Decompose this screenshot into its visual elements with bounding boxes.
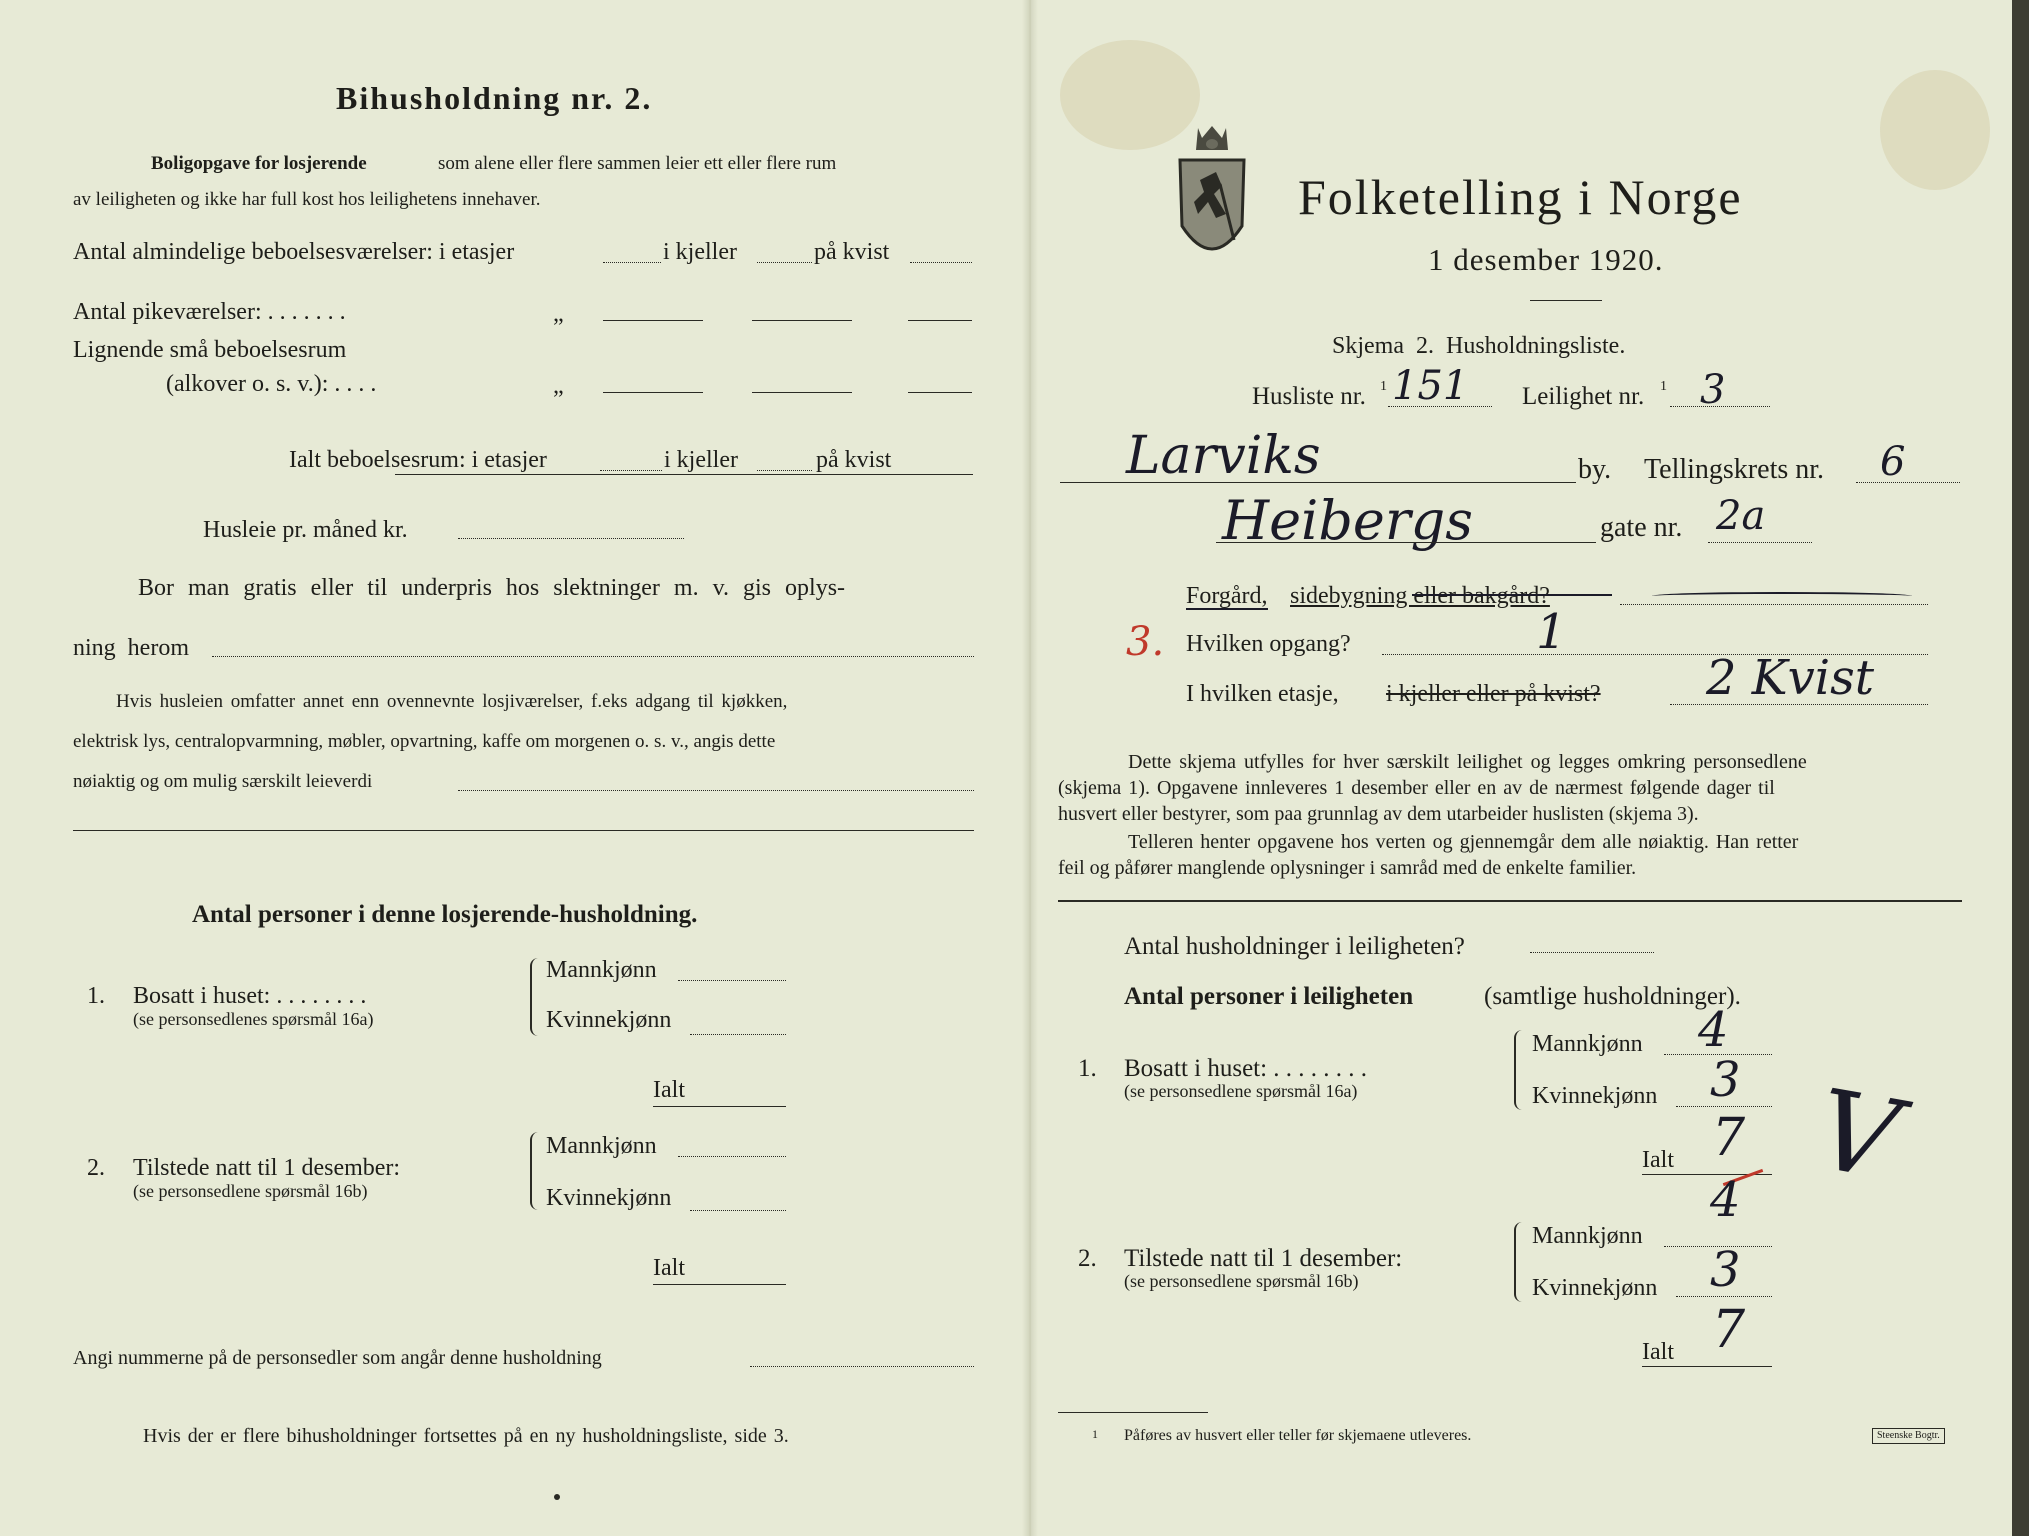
- margin-red-mark: 3.: [1126, 619, 1165, 665]
- lignende-label-1: Lignende små beboelsesrum: [73, 337, 347, 363]
- para1-line-3: husvert eller bestyrer, som paa grunnlag av dem utarbeider huslisten (skjema 3).: [1058, 803, 1699, 825]
- gratis-line-2: ning herom: [73, 635, 189, 661]
- leilighet-line: [1670, 406, 1770, 407]
- q1-sub: (se personsedlenes spørsmål 16a): [133, 1009, 374, 1029]
- right-title: Folketelling i Norge: [1298, 169, 1743, 225]
- q2-num: 2.: [87, 1155, 105, 1181]
- r-q2-kvinne-line: [1676, 1296, 1772, 1297]
- r-q2-mann-label: Mannkjønn: [1532, 1223, 1643, 1249]
- intro-line2: av leiligheten og ikke har full kost hos leilighetens innehaver.: [73, 189, 541, 210]
- antal-pers-rest: (samtlige husholdninger).: [1484, 983, 1741, 1010]
- footnote-rule: [1058, 1412, 1208, 1413]
- q1-mann-label: Mannkjønn: [546, 957, 657, 983]
- ialt-etasjer-line[interactable]: [600, 470, 662, 471]
- q1-kvinne-line[interactable]: [690, 1034, 786, 1035]
- r-q2-ialt-line: [1642, 1366, 1772, 1367]
- bosatt-ialt-value[interactable]: 7: [1712, 1108, 1746, 1168]
- tellingskrets-label: Tellingskrets nr.: [1644, 454, 1825, 485]
- husleie-label: Husleie pr. måned kr.: [203, 517, 408, 543]
- section-rule: [1058, 900, 1962, 902]
- gate-nr-line: [1708, 542, 1812, 543]
- q1-brace: [530, 958, 542, 1036]
- rooms-kjeller-line[interactable]: [757, 262, 812, 263]
- etasje-line: [1670, 704, 1928, 705]
- q1-label: Bosatt i huset: . . . . . . . .: [133, 983, 367, 1009]
- sidebygning-label: [1290, 584, 1550, 608]
- by-line: [1060, 482, 1576, 483]
- r-q1-kvinne-label: Kvinnekjønn: [1532, 1083, 1658, 1109]
- para1-line-2: (skjema 1). Opgavene innleveres 1 desember eller en av de nærmest følgende dager til: [1058, 777, 1775, 799]
- tellingskrets-line: [1856, 482, 1960, 483]
- strike-eller-bakgaard: [1412, 594, 1612, 596]
- antal-hush-label: Antal husholdninger i leiligheten?: [1124, 933, 1465, 960]
- gate-line: [1216, 542, 1596, 543]
- gate-nr-value[interactable]: 2a: [1716, 493, 1766, 539]
- footnote-mark: 1: [1660, 379, 1667, 394]
- printer-stamp: Steenske Bogtr.: [1872, 1428, 1945, 1444]
- q2-mann-label: Mannkjønn: [546, 1133, 657, 1159]
- q1-ialt-line[interactable]: [653, 1106, 786, 1107]
- angi-label: Angi nummerne på de personsedler som angår denne husholdning: [73, 1347, 602, 1369]
- intro-bold: Boligopgave for losjerende: [151, 153, 367, 174]
- r-q2-label: Tilstede natt til 1 desember:: [1124, 1245, 1403, 1272]
- r-q1-brace: [1514, 1030, 1526, 1110]
- q1-kvinne-label: Kvinnekjønn: [546, 1007, 672, 1033]
- pike-line-3[interactable]: [908, 320, 972, 321]
- leilighet-label: Leilighet nr.: [1522, 383, 1645, 410]
- q2-ialt-line[interactable]: [653, 1284, 786, 1285]
- bosatt-kvinne-value[interactable]: 3: [1710, 1052, 1741, 1108]
- r-q1-ialt-label: Ialt: [1642, 1147, 1674, 1173]
- pike-label: Antal pikeværelser: . . . . . . .: [73, 299, 346, 325]
- hvis-line-2: elektrisk lys, centralopvarmning, møbler, opvartning, kaffe om morgenen o. s. v., angis dette: [73, 731, 776, 752]
- ialt-underline: [395, 474, 973, 475]
- r-q1-label: Bosatt i huset: . . . . . . . .: [1124, 1055, 1368, 1082]
- q2-label: Tilstede natt til 1 desember:: [133, 1155, 401, 1181]
- angi-line[interactable]: [750, 1366, 974, 1367]
- by-label: by.: [1578, 454, 1612, 485]
- right-footnote: Påføres av husvert eller teller før skjemaene utleveres.: [1124, 1427, 1472, 1444]
- handwritten-dash: [1652, 592, 1912, 600]
- q1-mann-line[interactable]: [678, 980, 786, 981]
- opgang-value[interactable]: 1: [1536, 604, 1567, 660]
- ialt-kjeller: i kjeller: [664, 447, 738, 473]
- pike-line-2[interactable]: [752, 320, 852, 321]
- pike-line-1[interactable]: [603, 320, 703, 321]
- tilstede-kvinne-value[interactable]: 3: [1710, 1242, 1741, 1298]
- lignende-label-2: (alkover o. s. v.): . . . .: [166, 371, 377, 397]
- r-q2-kvinne-label: Kvinnekjønn: [1532, 1275, 1658, 1301]
- husliste-line: [1388, 406, 1492, 407]
- lignende-line-2[interactable]: [752, 392, 852, 393]
- rooms-kvist: på kvist: [814, 239, 890, 265]
- r-q2-sub: (se personsedlene spørsmål 16b): [1124, 1271, 1359, 1291]
- gate-label: gate nr.: [1600, 512, 1683, 543]
- q1-num: 1.: [87, 983, 105, 1009]
- r-q1-kvinne-line: [1676, 1106, 1772, 1107]
- lignende-line-3[interactable]: [908, 392, 972, 393]
- r-q2-brace: [1514, 1222, 1526, 1302]
- r-q1-mann-label: Mannkjønn: [1532, 1031, 1643, 1057]
- q2-ialt-label: Ialt: [653, 1255, 685, 1281]
- leieverdi-line[interactable]: [458, 790, 974, 791]
- left-footer: Hvis der er flere bihusholdninger fortsettes på en ny husholdningsliste, side 3.: [143, 1425, 789, 1447]
- skjema-label: Skjema 2. Husholdningsliste.: [1332, 333, 1626, 359]
- date-rule: [1530, 300, 1602, 301]
- para2-line-1: Telleren henter opgavene hos verten og gjennemgår dem alle nøiaktig. Han retter: [1128, 831, 1799, 853]
- hvis-line-3: nøiaktig og om mulig særskilt leieverdi: [73, 771, 373, 792]
- lignende-line-1[interactable]: [603, 392, 703, 393]
- left-title: Bihusholdning nr. 2.: [336, 80, 653, 116]
- r-q1-sub: (se personsedlene spørsmål 16a): [1124, 1081, 1358, 1101]
- ialt-kjeller-line[interactable]: [757, 470, 812, 471]
- opgang-label: Hvilken opgang?: [1186, 631, 1351, 657]
- bosatt-mann-value[interactable]: 4: [1698, 1002, 1729, 1058]
- intro-rest: som alene eller flere sammen leier ett eller flere rum: [438, 153, 837, 174]
- para2-line-2: feil og påfører manglende oplysninger i samråd med de enkelte familier.: [1058, 857, 1637, 879]
- hvis-line-1: Hvis husleien omfatter annet enn ovennevnte losjiværelser, f.eks adgang til kjøkken,: [116, 691, 788, 712]
- rooms-kvist-line[interactable]: [910, 262, 972, 263]
- rooms-etasjer-line[interactable]: [603, 262, 661, 263]
- husleie-line[interactable]: [458, 538, 684, 539]
- antal-heading: Antal personer i denne losjerende-husholdning.: [192, 901, 698, 928]
- footnote-mark: 1: [1380, 379, 1387, 394]
- check-mark: V: [1807, 1065, 1908, 1205]
- q2-sub: (se personsedlene spørsmål 16b): [133, 1181, 368, 1201]
- gate-value[interactable]: Heibergs: [1222, 489, 1473, 552]
- etasje-struck: i kjeller eller på kvist?: [1386, 681, 1601, 707]
- rooms-kjeller: i kjeller: [663, 239, 737, 265]
- ialt-kvist: på kvist: [816, 447, 892, 473]
- r-q2-num: 2.: [1078, 1245, 1097, 1272]
- leilighet-value[interactable]: 3: [1700, 367, 1726, 413]
- leieverdi-line-2[interactable]: [73, 830, 974, 831]
- tilstede-mann-value[interactable]: 4: [1710, 1172, 1741, 1228]
- tilstede-ialt-value[interactable]: 7: [1712, 1300, 1746, 1360]
- tellingskrets-value[interactable]: 6: [1880, 439, 1906, 485]
- gratis-line[interactable]: [212, 656, 974, 657]
- forgaard-label: Forgård,: [1186, 583, 1268, 609]
- page-edge: [2012, 0, 2029, 1536]
- para1-line-1: Dette skjema utfylles for hver særskilt leilighet og legges omkring personsedlene: [1128, 751, 1807, 773]
- stain: [1880, 70, 1990, 190]
- page-fold: [1022, 0, 1038, 1536]
- q2-mann-line[interactable]: [678, 1156, 786, 1157]
- antal-hush-line[interactable]: [1530, 952, 1654, 953]
- ditto-mark: „: [553, 373, 564, 399]
- etasje-label: I hvilken etasje,: [1186, 681, 1339, 707]
- rooms-label: Antal almindelige beboelsesværelser: i etasjer: [73, 239, 515, 265]
- forgaard-line: [1620, 604, 1928, 605]
- by-value[interactable]: Larviks: [1126, 426, 1321, 486]
- right-date: 1 desember 1920.: [1428, 242, 1664, 277]
- ialt-rum-label: Ialt beboelsesrum: i etasjer: [289, 447, 547, 473]
- coat-of-arms-icon: [1176, 122, 1248, 274]
- gratis-line-1: Bor man gratis eller til underpris hos slektninger m. v. gis oplys-: [138, 575, 846, 601]
- antal-pers-bold: Antal personer i leiligheten: [1124, 983, 1414, 1010]
- r-q2-ialt-label: Ialt: [1642, 1339, 1674, 1365]
- q1-ialt-label: Ialt: [653, 1077, 685, 1103]
- ditto-mark: „: [553, 301, 564, 327]
- r-q1-num: 1.: [1078, 1055, 1097, 1082]
- husliste-label: Husliste nr.: [1252, 383, 1366, 410]
- q2-kvinne-label: Kvinnekjønn: [546, 1185, 672, 1211]
- sidebygning-text: sidebygning eller bakgård?: [1290, 583, 1550, 609]
- husliste-value[interactable]: 151: [1392, 363, 1469, 409]
- page-dot: [554, 1494, 560, 1500]
- footnote-number: 1: [1092, 1427, 1098, 1441]
- q2-kvinne-line[interactable]: [690, 1210, 786, 1211]
- etasje-value[interactable]: 2 Kvist: [1706, 650, 1875, 706]
- q2-brace: [530, 1132, 542, 1210]
